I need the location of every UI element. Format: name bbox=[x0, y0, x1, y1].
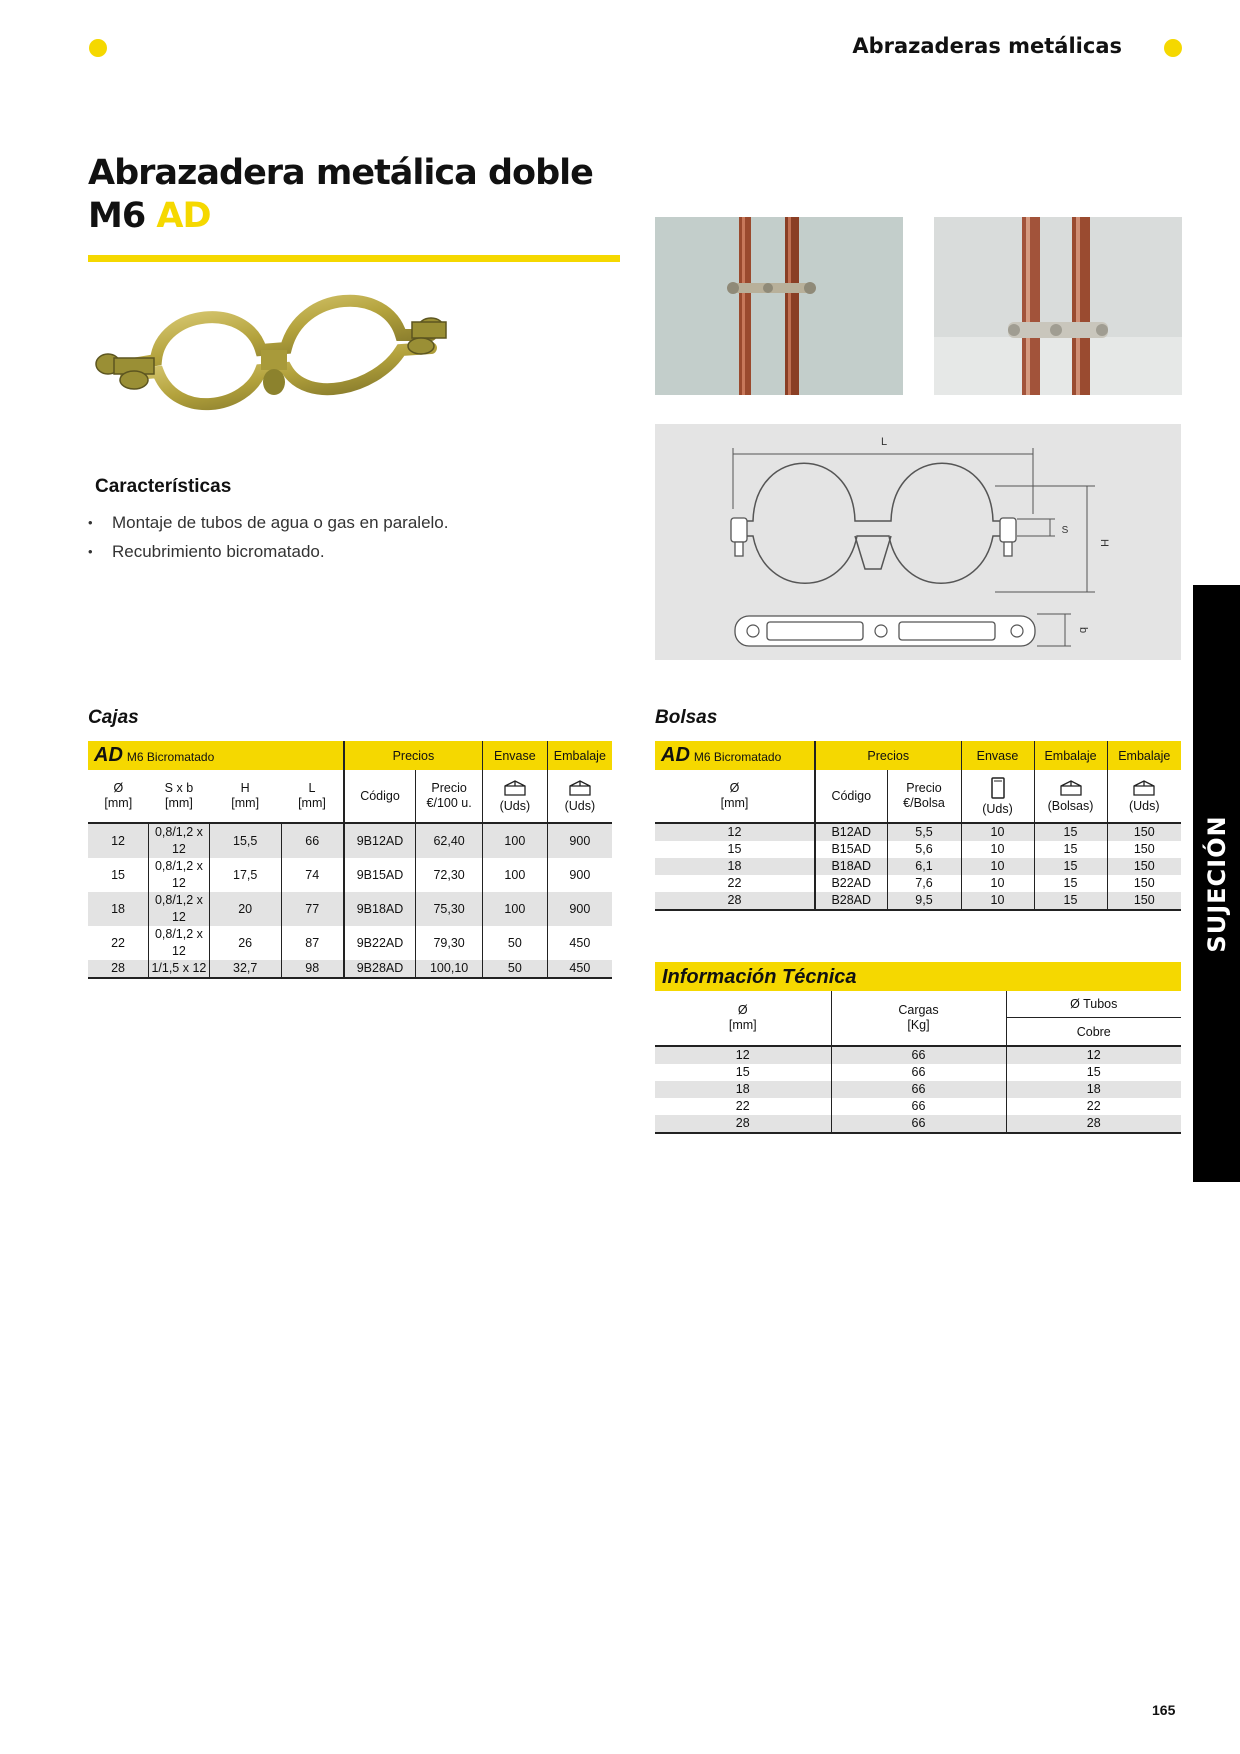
table-cell: 66 bbox=[831, 1064, 1006, 1081]
bolsas-columns-row bbox=[655, 770, 1181, 823]
table-cell: 66 bbox=[281, 823, 344, 858]
bolsas-label: Bolsas bbox=[655, 707, 718, 728]
product-title bbox=[88, 152, 593, 238]
product-image bbox=[86, 280, 466, 430]
side-tab-label: SUJECIÓN bbox=[1202, 814, 1231, 953]
table-cell: 15 bbox=[1034, 858, 1107, 875]
cajas-col-diam bbox=[88, 770, 149, 823]
dim-label-b: b bbox=[1077, 626, 1089, 634]
table-cell: 22 bbox=[727, 876, 742, 890]
header-text: Precio bbox=[431, 781, 467, 795]
box-icon bbox=[568, 779, 592, 797]
table-cell: 15 bbox=[1034, 875, 1107, 892]
bolsas-col-embalaje-1 bbox=[1034, 770, 1107, 823]
info-col-tubos: Ø Tubos bbox=[1006, 991, 1181, 1018]
header-text: [mm] bbox=[720, 796, 749, 810]
table-cell: 900 bbox=[547, 892, 612, 926]
table-cell: 50 bbox=[483, 960, 548, 978]
table-cell: 100,10 bbox=[416, 960, 483, 978]
table-row bbox=[655, 892, 1181, 910]
table-cell: 20 bbox=[209, 892, 281, 926]
table-cell: 32,7 bbox=[209, 960, 281, 978]
title-underline bbox=[88, 255, 620, 262]
header-text: Precio bbox=[906, 781, 942, 795]
table-cell: 66 bbox=[831, 1081, 1006, 1098]
table-cell: 0,8/1,2 x 12 bbox=[149, 823, 210, 858]
table-cell: B15AD bbox=[815, 841, 887, 858]
bolsas-group-envase: Envase bbox=[961, 741, 1034, 770]
cajas-body bbox=[88, 823, 612, 978]
table-cell: 12 bbox=[655, 823, 815, 841]
table-cell: 15,5 bbox=[209, 823, 281, 858]
table-cell: 28 bbox=[655, 1115, 831, 1133]
header-text: (Bolsas) bbox=[1047, 798, 1094, 813]
table-cell: 28 bbox=[1006, 1115, 1181, 1133]
dim-label-l: L bbox=[880, 436, 888, 448]
table-cell: 22 bbox=[735, 1099, 750, 1113]
table-cell: 66 bbox=[831, 1046, 1006, 1064]
cajas-group-precios: Precios bbox=[344, 741, 483, 770]
table-row bbox=[655, 875, 1181, 892]
header-text: S x b bbox=[164, 781, 194, 795]
bolsas-subtitle: M6 Bicromatado bbox=[693, 750, 782, 764]
table-cell: 77 bbox=[281, 892, 344, 926]
table-cell: 15 bbox=[735, 1065, 750, 1079]
info-header bbox=[655, 962, 1181, 991]
table-cell: 0,8/1,2 x 12 bbox=[149, 892, 210, 926]
cajas-col-codigo: Código bbox=[344, 770, 416, 823]
bolsas-header-lead bbox=[655, 741, 815, 770]
table-row bbox=[88, 892, 612, 926]
table-cell: 15 bbox=[1006, 1064, 1181, 1081]
table-cell: 10 bbox=[961, 858, 1034, 875]
table-cell: 5,5 bbox=[887, 823, 961, 841]
table-row bbox=[655, 1064, 1181, 1081]
installation-photo-1 bbox=[655, 217, 903, 395]
box-icon bbox=[503, 779, 527, 797]
features-title: Características bbox=[95, 476, 232, 497]
table-cell: 10 bbox=[961, 892, 1034, 910]
header-dot-right bbox=[1164, 39, 1182, 57]
table-cell: 150 bbox=[1107, 875, 1181, 892]
info-body bbox=[655, 1046, 1181, 1133]
table-cell: 900 bbox=[547, 858, 612, 892]
cajas-col-l bbox=[281, 770, 344, 823]
table-cell: 18 bbox=[88, 892, 149, 926]
header-text: [mm] bbox=[104, 796, 133, 810]
header-text: €/Bolsa bbox=[903, 796, 945, 810]
table-cell: 10 bbox=[961, 841, 1034, 858]
table-cell: 18 bbox=[655, 1081, 831, 1098]
table-row bbox=[655, 1098, 1181, 1115]
table-cell: 62,40 bbox=[416, 823, 483, 858]
table-cell: 450 bbox=[547, 960, 612, 978]
info-col-diam bbox=[655, 991, 831, 1046]
table-cell: 22 bbox=[1006, 1098, 1181, 1115]
header-text: Ø bbox=[113, 781, 124, 795]
table-cell: 900 bbox=[547, 823, 612, 858]
table-cell: 72,30 bbox=[416, 858, 483, 892]
table-cell: B12AD bbox=[815, 823, 887, 841]
table-row bbox=[655, 858, 1181, 875]
product-title-line1: Abrazadera metálica doble bbox=[88, 153, 593, 193]
header-text: (Uds) bbox=[564, 798, 596, 813]
header-dot-left bbox=[89, 39, 107, 57]
table-cell: B22AD bbox=[815, 875, 887, 892]
table-cell: 0,8/1,2 x 12 bbox=[149, 858, 210, 892]
table-cell: 100 bbox=[483, 823, 548, 858]
cajas-code: AD bbox=[94, 744, 123, 766]
technical-diagram-drawing bbox=[655, 424, 1181, 660]
table-cell: 18 bbox=[655, 858, 815, 875]
box-icon bbox=[1059, 779, 1083, 797]
bag-icon bbox=[990, 776, 1006, 800]
table-cell: 150 bbox=[1107, 858, 1181, 875]
product-title-prefix: M6 bbox=[88, 196, 146, 236]
table-cell: 15 bbox=[1034, 841, 1107, 858]
table-cell: 5,6 bbox=[887, 841, 961, 858]
table-cell: 150 bbox=[1107, 892, 1181, 910]
info-header-row-1 bbox=[655, 991, 1181, 1018]
header-text: [mm] bbox=[165, 796, 193, 810]
cajas-group-embalaje: Embalaje bbox=[547, 741, 612, 770]
table-cell: 98 bbox=[281, 960, 344, 978]
info-col-cobre: Cobre bbox=[1006, 1018, 1181, 1046]
installation-photo-2 bbox=[934, 217, 1182, 395]
table-row bbox=[655, 823, 1181, 841]
bolsas-group-precios: Precios bbox=[815, 741, 961, 770]
table-cell: 450 bbox=[547, 926, 612, 960]
cajas-col-sxb bbox=[149, 770, 210, 823]
table-cell: 87 bbox=[281, 926, 344, 960]
header-text: [mm] bbox=[298, 796, 326, 810]
bolsas-table bbox=[655, 741, 1181, 911]
table-cell: 9B12AD bbox=[344, 823, 416, 858]
cajas-col-embalaje bbox=[547, 770, 612, 823]
table-cell: 10 bbox=[961, 823, 1034, 841]
bolsas-group-embalaje-1: Embalaje bbox=[1034, 741, 1107, 770]
table-cell: 6,1 bbox=[887, 858, 961, 875]
cajas-columns-row bbox=[88, 770, 612, 823]
table-cell: 28 bbox=[655, 892, 815, 910]
cajas-header-lead bbox=[88, 741, 344, 770]
product-code: AD bbox=[156, 196, 211, 236]
table-cell: 22 bbox=[111, 935, 125, 950]
header-text: [Kg] bbox=[907, 1018, 930, 1032]
table-cell: 15 bbox=[1034, 823, 1107, 841]
header-text: (Uds) bbox=[982, 801, 1013, 816]
table-row bbox=[655, 841, 1181, 858]
table-cell: 10 bbox=[961, 875, 1034, 892]
table-cell: 9B28AD bbox=[344, 960, 416, 978]
header-text: L bbox=[308, 781, 316, 795]
features-list bbox=[88, 508, 448, 566]
table-cell: B18AD bbox=[815, 858, 887, 875]
dim-label-h: H bbox=[1098, 539, 1110, 547]
product-title-line2 bbox=[88, 195, 593, 238]
table-cell: 100 bbox=[483, 892, 548, 926]
table-cell: 15 bbox=[1034, 892, 1107, 910]
header-text: (Uds) bbox=[1128, 798, 1160, 813]
table-cell: 28 bbox=[88, 960, 149, 978]
table-cell: 15 bbox=[111, 867, 125, 882]
table-cell: 18 bbox=[1006, 1081, 1181, 1098]
table-cell: 12 bbox=[655, 1046, 831, 1064]
cajas-col-precio bbox=[416, 770, 483, 823]
table-row bbox=[655, 1046, 1181, 1064]
section-side-tab bbox=[1193, 585, 1240, 1182]
bolsas-col-precio bbox=[887, 770, 961, 823]
bolsas-col-codigo: Código bbox=[815, 770, 887, 823]
table-cell: 12 bbox=[1006, 1046, 1181, 1064]
cajas-header-row bbox=[88, 741, 612, 770]
table-cell: 74 bbox=[281, 858, 344, 892]
header-text: [mm] bbox=[728, 1018, 757, 1032]
feature-item: • Montaje de tubos de agua o gas en paralelo. bbox=[88, 508, 448, 537]
cajas-group-envase: Envase bbox=[483, 741, 548, 770]
bolsas-col-diam bbox=[655, 770, 815, 823]
table-cell: 100 bbox=[483, 858, 548, 892]
table-cell: 75,30 bbox=[416, 892, 483, 926]
table-cell: 1/1,5 x 12 bbox=[149, 960, 210, 978]
table-cell: B28AD bbox=[815, 892, 887, 910]
header-text: Ø bbox=[729, 781, 740, 795]
table-row bbox=[88, 960, 612, 978]
dim-label-s: S bbox=[1061, 525, 1069, 536]
table-cell: 26 bbox=[209, 926, 281, 960]
table-cell: 150 bbox=[1107, 823, 1181, 841]
header-text: H bbox=[240, 781, 250, 795]
bolsas-group-embalaje-2: Embalaje bbox=[1107, 741, 1181, 770]
table-cell: 12 bbox=[88, 823, 149, 858]
header-section-title: Abrazaderas metálicas bbox=[852, 34, 1122, 58]
table-cell: 9B22AD bbox=[344, 926, 416, 960]
table-cell: 50 bbox=[483, 926, 548, 960]
table-cell: 66 bbox=[831, 1098, 1006, 1115]
technical-diagram bbox=[655, 424, 1181, 660]
table-cell: 9B15AD bbox=[344, 858, 416, 892]
table-cell: 79,30 bbox=[416, 926, 483, 960]
table-cell: 0,8/1,2 x 12 bbox=[149, 926, 210, 960]
table-cell: 17,5 bbox=[209, 858, 281, 892]
table-cell: 150 bbox=[1107, 841, 1181, 858]
header-text: Cargas bbox=[898, 1003, 939, 1017]
table-cell: 15 bbox=[727, 842, 742, 856]
header-text: Ø bbox=[737, 1003, 748, 1017]
header-text: €/100 u. bbox=[426, 796, 472, 810]
bolsas-col-envase bbox=[961, 770, 1034, 823]
bolsas-col-embalaje-2 bbox=[1107, 770, 1181, 823]
table-row bbox=[88, 823, 612, 858]
info-title: Información Técnica bbox=[662, 966, 857, 988]
table-cell: 9B18AD bbox=[344, 892, 416, 926]
info-table bbox=[655, 991, 1181, 1134]
table-cell: 9,5 bbox=[887, 892, 961, 910]
table-row bbox=[655, 1115, 1181, 1133]
cajas-table bbox=[88, 741, 612, 979]
table-row bbox=[655, 1081, 1181, 1098]
feature-item: • Recubrimiento bicromatado. bbox=[88, 537, 448, 566]
table-cell: 66 bbox=[831, 1115, 1006, 1133]
page-number: 165 bbox=[1152, 1702, 1176, 1718]
cajas-label: Cajas bbox=[88, 707, 139, 728]
cajas-col-envase bbox=[483, 770, 548, 823]
cajas-subtitle: M6 Bicromatado bbox=[126, 750, 215, 764]
table-row bbox=[88, 858, 612, 892]
cajas-col-h bbox=[209, 770, 281, 823]
bolsas-body bbox=[655, 823, 1181, 910]
bolsas-header-row bbox=[655, 741, 1181, 770]
table-row bbox=[88, 926, 612, 960]
info-col-cargas bbox=[831, 991, 1006, 1046]
header-text: (Uds) bbox=[499, 798, 531, 813]
header-text: [mm] bbox=[231, 796, 260, 810]
table-cell: 7,6 bbox=[887, 875, 961, 892]
box-icon bbox=[1132, 779, 1156, 797]
bolsas-code: AD bbox=[661, 744, 690, 766]
